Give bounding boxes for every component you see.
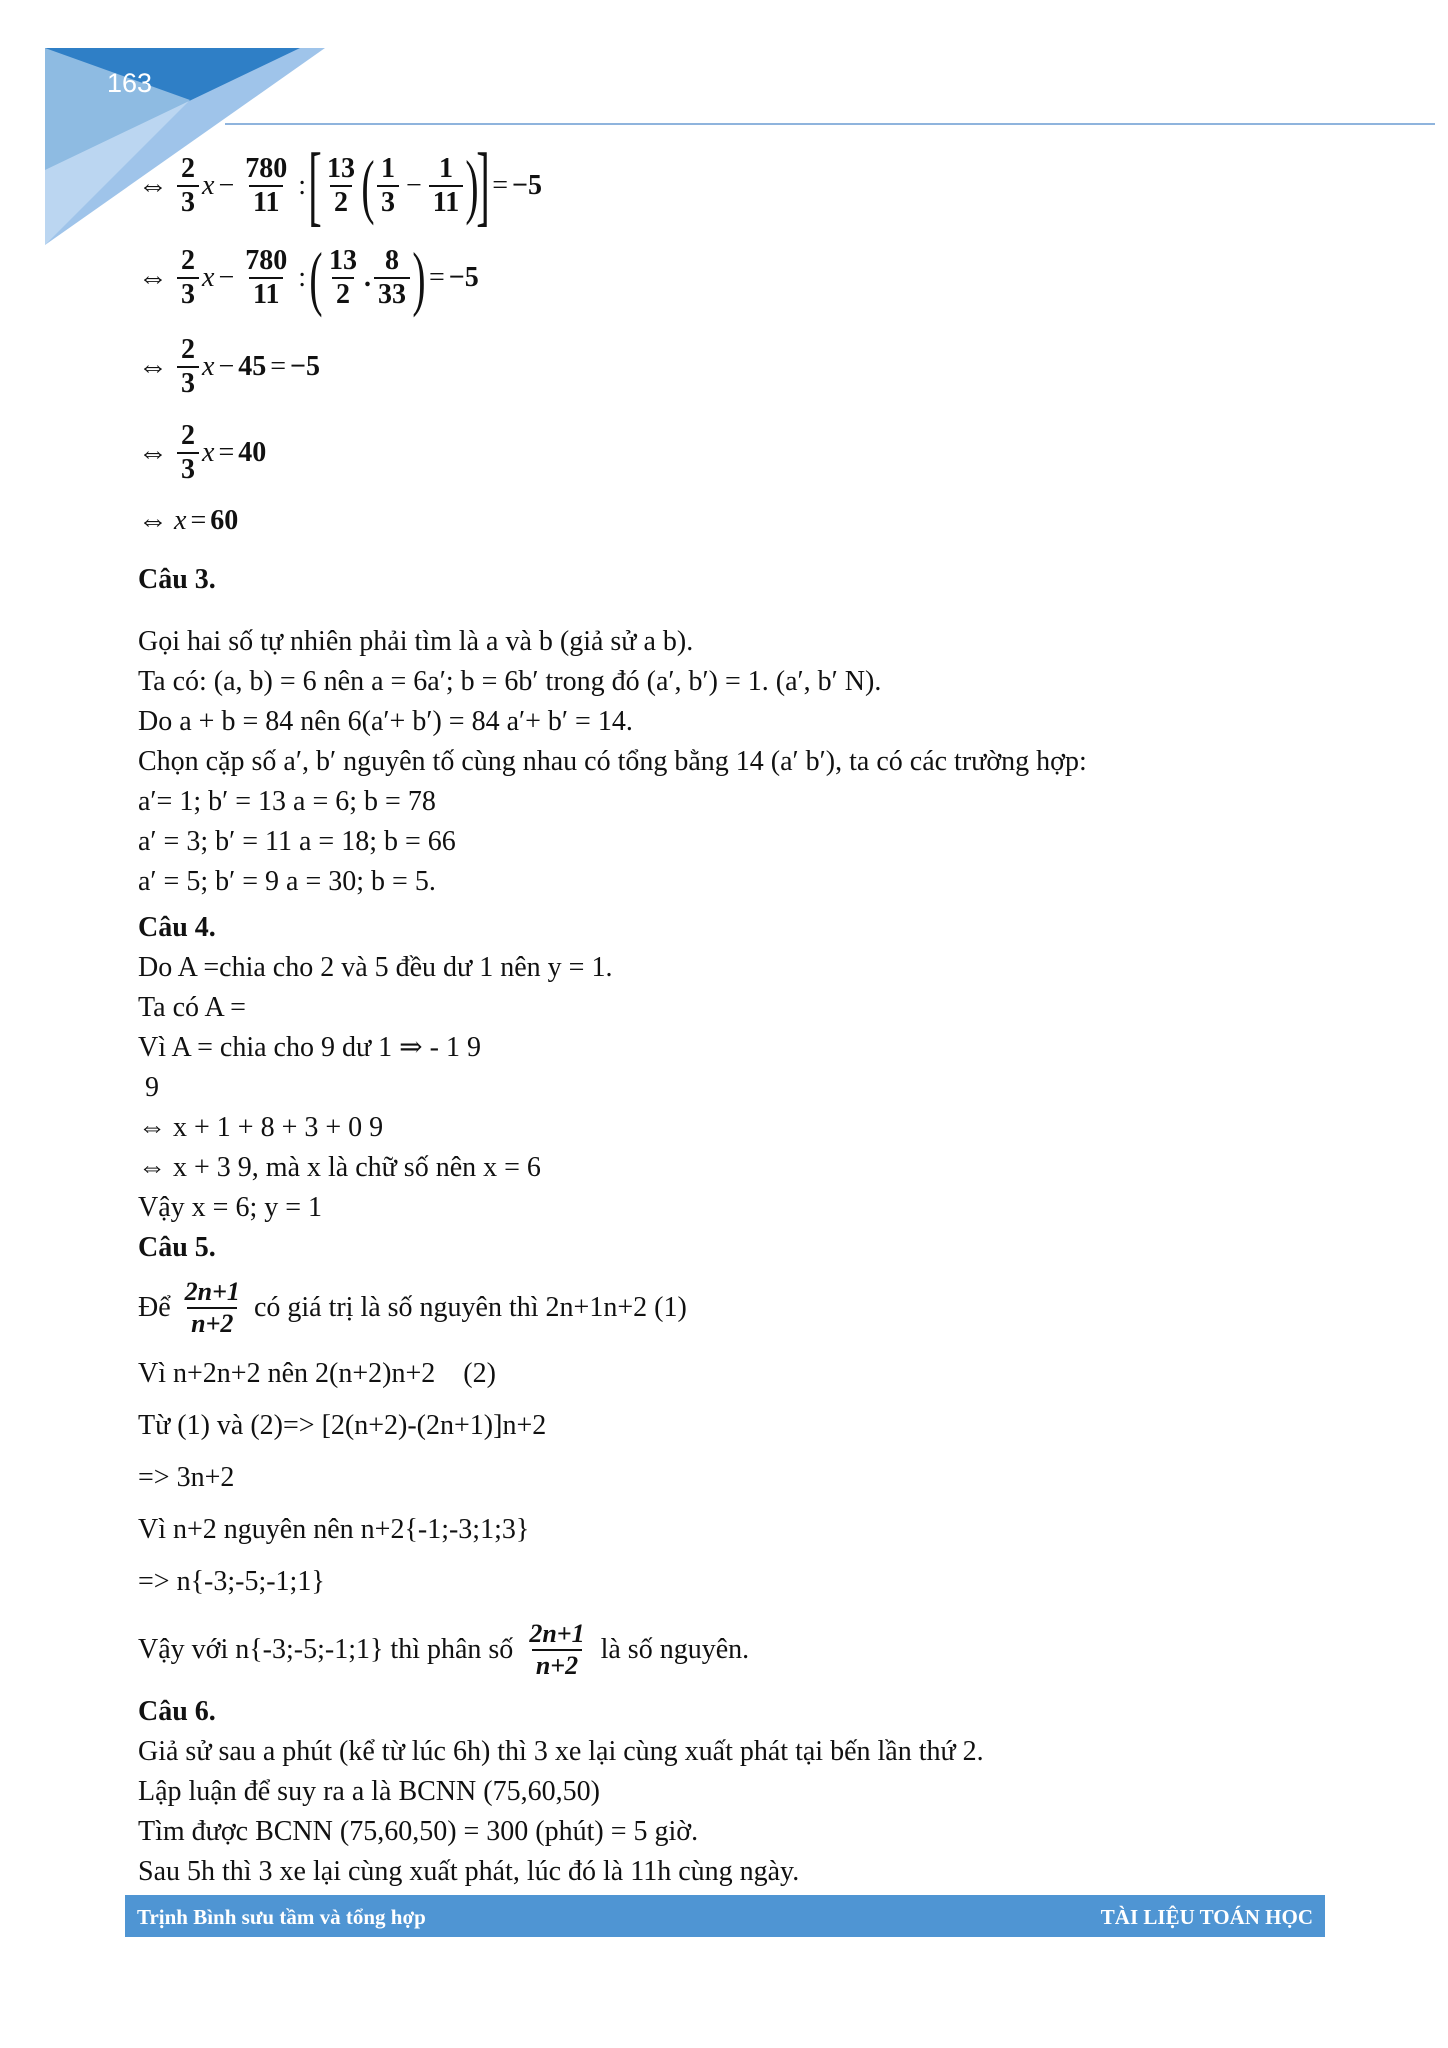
- text-line: Lập luận để suy ra a là BCNN (75,60,50): [138, 1776, 600, 1807]
- iff-symbol: ⇔: [138, 261, 168, 294]
- text-line: Từ (1) và (2)=> [2(n+2)-(2n+1)]n+2: [138, 1410, 547, 1441]
- text-line: Gọi hai số tự nhiên phải tìm là a và b (giả sử a b).: [138, 626, 694, 657]
- question-6-heading: Câu 6.: [138, 1696, 216, 1727]
- question-5-conclusion: Vậy với n{-3;-5;-1;1} thì phân số $\frac{2n+1}{n+2}$ là số nguyên.: [138, 1619, 750, 1680]
- iff-symbol: ⇔: [138, 504, 168, 537]
- question-3-heading: Câu 3.: [138, 564, 216, 595]
- fraction: $\frac{1}{11}$: [429, 153, 463, 219]
- text-line: Vậy x = 6; y = 1: [138, 1192, 323, 1223]
- text-line: Vì A = chia cho 9 dư 1 ⇒ - 1 9: [138, 1032, 481, 1063]
- fraction: $\frac{2}{3}$: [177, 245, 199, 311]
- fraction: $\frac{780}{11}$: [245, 244, 288, 310]
- text-line: a′= 1; b′ = 13 a = 6; b = 78: [138, 786, 436, 817]
- fraction: $\frac{2n+1}{n+2}$: [529, 1619, 585, 1680]
- text-line: ⇔ x + 1 + 8 + 3 + 0 9: [138, 1112, 384, 1143]
- equation-step-4: ⇔ $\frac{2}{3}$ x = 40: [138, 419, 267, 485]
- question-5-heading: Câu 5.: [138, 1232, 216, 1263]
- equation-step-3: ⇔ $\frac{2}{3}$ x − 45 = −5: [138, 333, 320, 399]
- footer-series-title: TÀI LIỆU TOÁN HỌC: [1100, 1905, 1313, 1929]
- page-footer: [125, 1895, 1325, 1937]
- fraction: $\frac{2}{3}$: [177, 420, 199, 486]
- fraction: $\frac{2}{3}$: [177, 334, 199, 400]
- text-line: Giả sử sau a phút (kể từ lúc 6h) thì 3 xe lại cùng xuất phát tại bến lần thứ 2.: [138, 1736, 984, 1767]
- iff-symbol: ⇔: [138, 350, 168, 383]
- text-line: Tìm được BCNN (75,60,50) = 300 (phút) = 5 giờ.: [138, 1816, 699, 1847]
- text-line: Vì n+2 nguyên nên n+2{-1;-3;1;3}: [138, 1514, 530, 1545]
- text-line: Do a + b = 84 nên 6(a′+ b′) = 84 a′+ b′ = 14.: [138, 706, 633, 737]
- text-line: a′ = 3; b′ = 11 a = 18; b = 66: [138, 826, 456, 857]
- fraction: $\frac{13}{2}$: [329, 244, 357, 310]
- page-content: [138, 136, 1338, 1892]
- fraction: $\frac{2n+1}{n+2}$: [184, 1277, 240, 1338]
- footer-author: Trịnh Bình sưu tầm và tổng hợp: [137, 1905, 426, 1929]
- text-line: a′ = 5; b′ = 9 a = 30; b = 5.: [138, 866, 436, 897]
- fraction: $\frac{1}{3}$: [377, 153, 399, 219]
- page-number: 163: [107, 68, 153, 98]
- iff-symbol: ⇔: [138, 169, 168, 202]
- text-line: Chọn cặp số a′, b′ nguyên tố cùng nhau có tổng bằng 14 (a′ b′), ta có các trường hợp:: [138, 746, 1087, 777]
- text-line: Sau 5h thì 3 xe lại cùng xuất phát, lúc đó là 11h cùng ngày.: [138, 1856, 800, 1887]
- fraction: $\frac{2}{3}$: [177, 153, 199, 219]
- text-line: ⇔ x + 3 9, mà x là chữ số nên x = 6: [138, 1152, 541, 1183]
- text-line: Ta có A =: [138, 992, 246, 1023]
- question-4-heading: Câu 4.: [138, 912, 216, 943]
- text-line: => n{-3;-5;-1;1}: [138, 1566, 325, 1597]
- iff-symbol: ⇔: [138, 436, 168, 469]
- text-line: Vì n+2n+2 nên 2(n+2)n+2 (2): [138, 1358, 496, 1389]
- fraction: $\frac{8}{33}$: [374, 245, 410, 311]
- fraction: $\frac{780}{11}$: [245, 152, 288, 218]
- equation-step-2: ⇔ $\frac{2}{3}$ x − $\frac{780}{11}$ : ( $\frac{13}{2}$ . $\frac{8}{33}$ ) = −5: [138, 238, 479, 318]
- text-line: Do A =chia cho 2 và 5 đều dư 1 nên y = 1.: [138, 952, 613, 983]
- fraction: $\frac{13}{2}$: [327, 152, 355, 218]
- equation-step-5: ⇔ x = 60: [138, 504, 239, 537]
- text-line: 9: [138, 1072, 159, 1103]
- equation-step-1: ⇔ $\frac{2}{3}$ x − $\frac{780}{11}$ : [ $\frac{13}{2}$ ( $\frac{1}{3}$ − $\frac{1}{11}$ ) ] = −5: [138, 136, 542, 235]
- text-line: => 3n+2: [138, 1462, 235, 1493]
- question-5-intro: Để $\frac{2n+1}{n+2}$ có giá trị là số nguyên thì 2n+1n+2 (1): [138, 1277, 687, 1338]
- text-line: Ta có: (a, b) = 6 nên a = 6a′; b = 6b′ trong đó (a′, b′) = 1. (a′, b′ N).: [138, 666, 882, 697]
- header-rule: [225, 123, 1435, 125]
